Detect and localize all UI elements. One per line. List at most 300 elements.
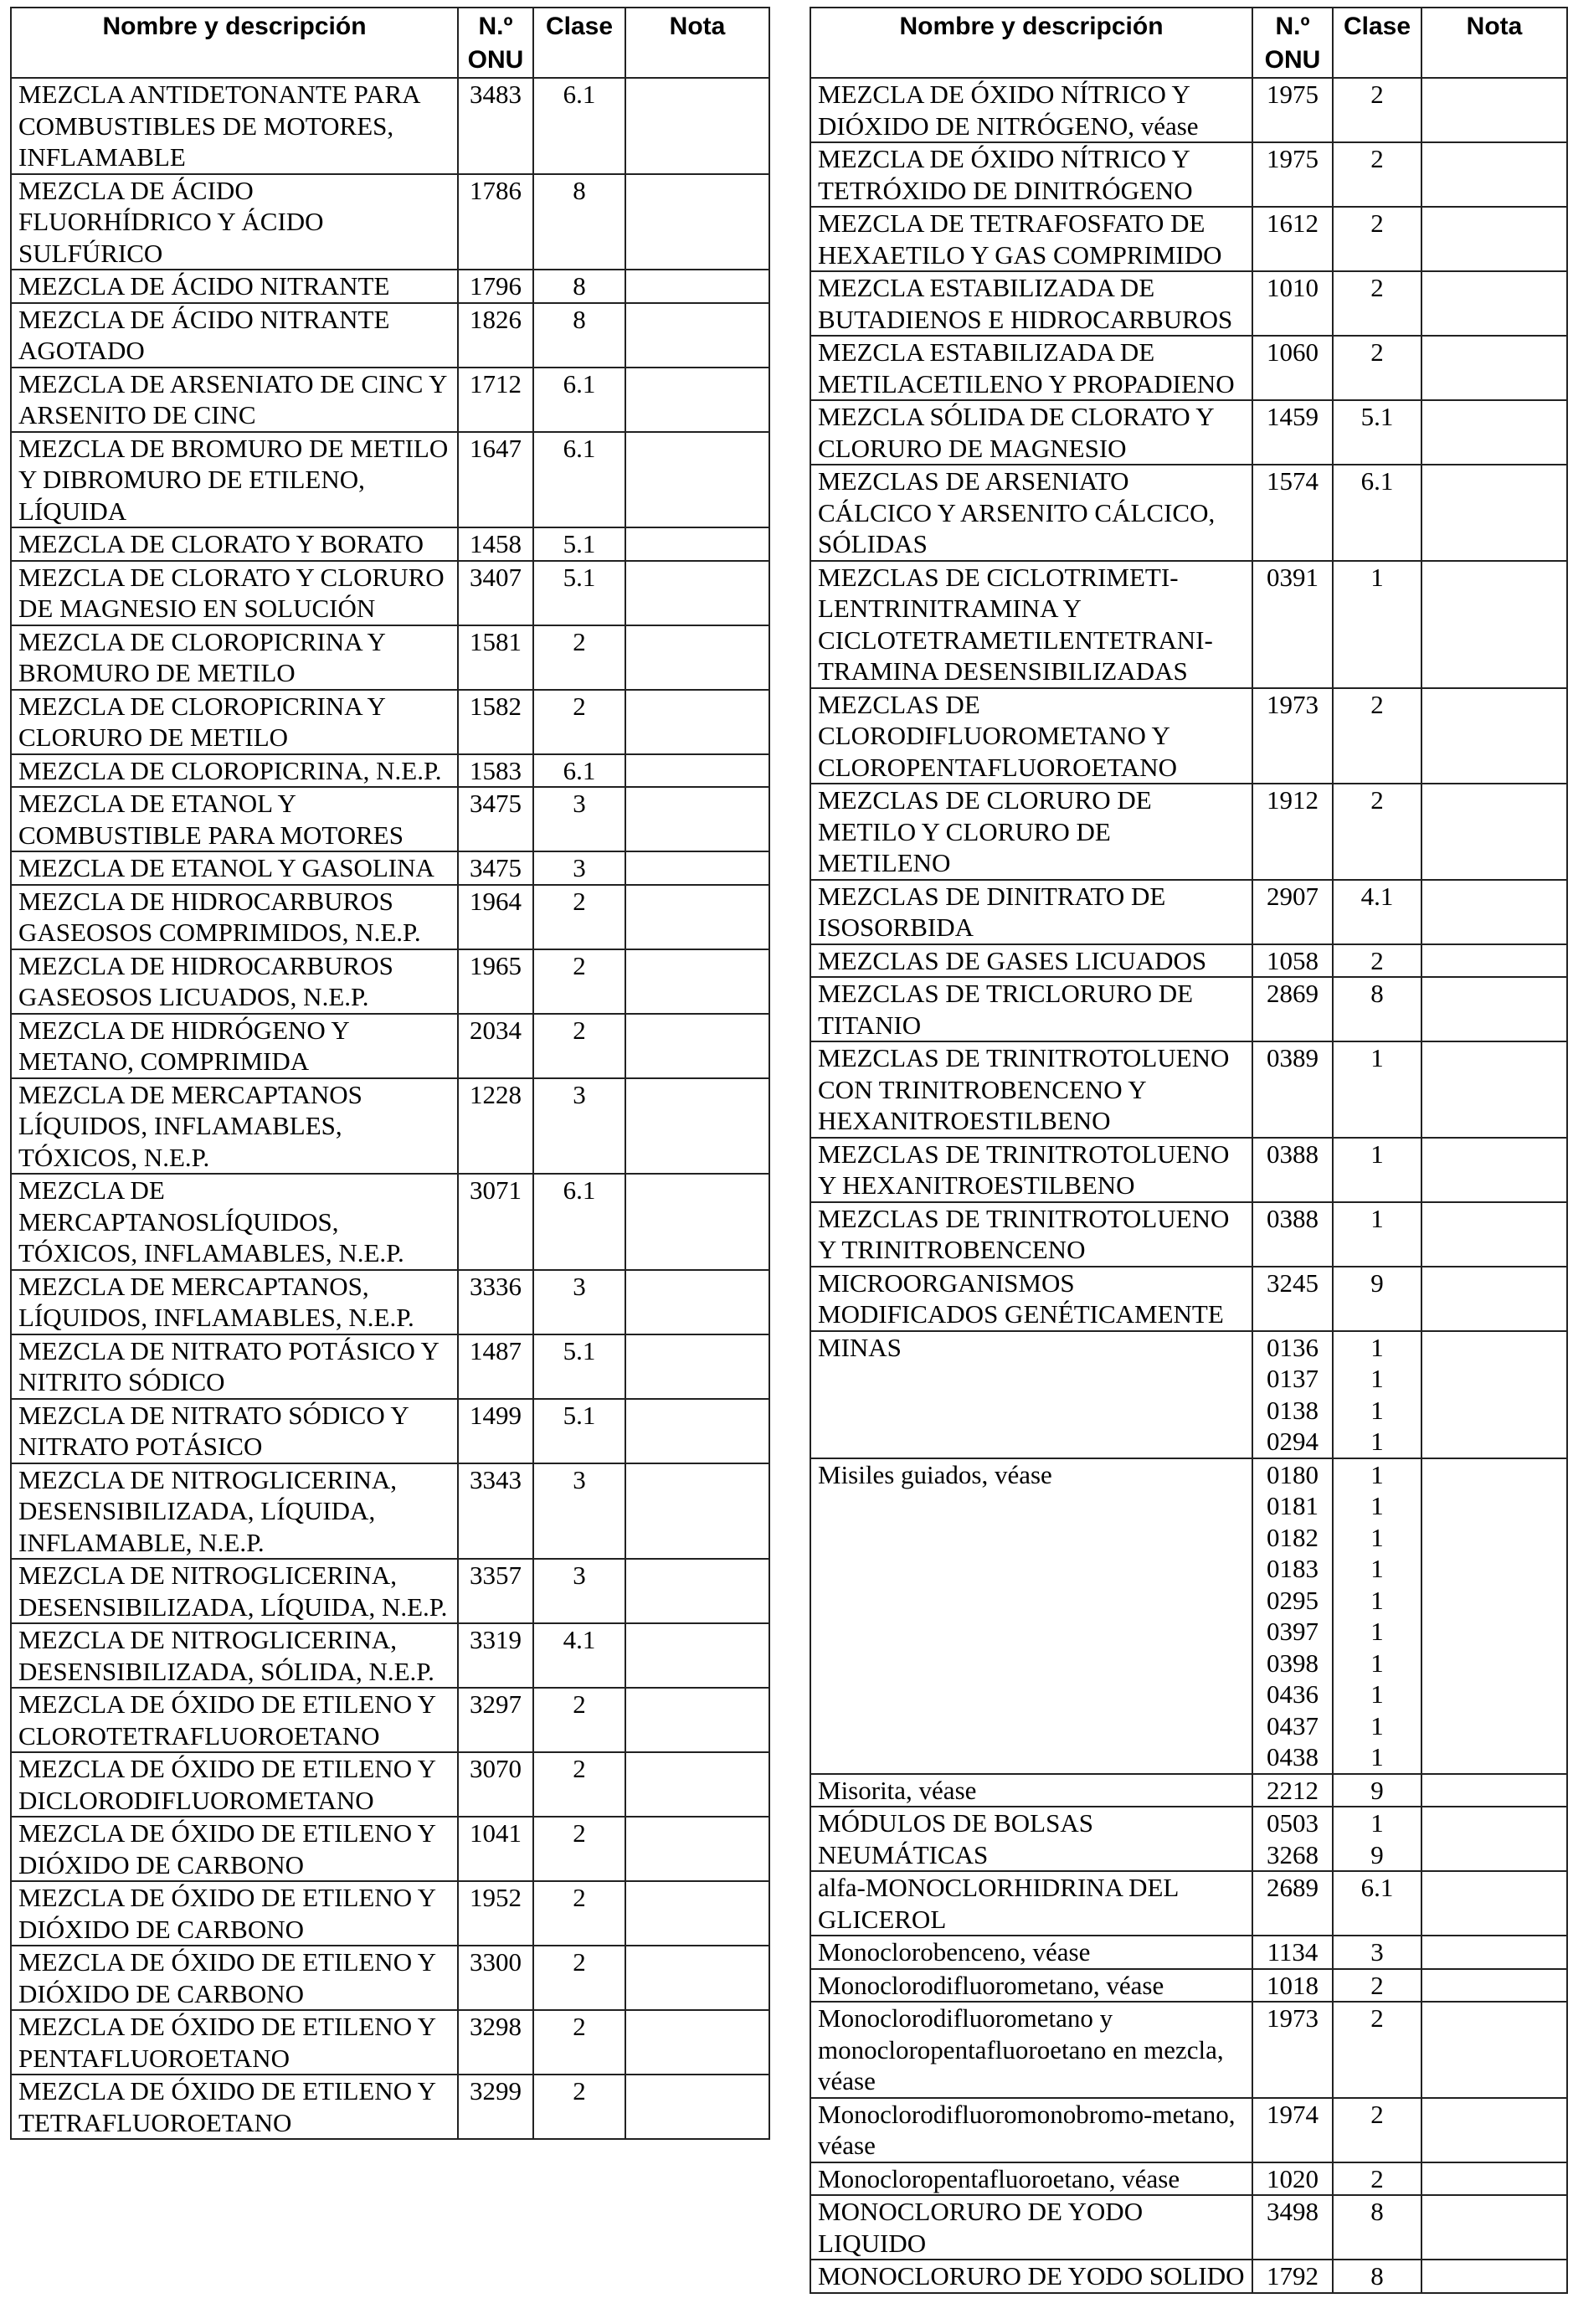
note-cell	[625, 1559, 769, 1623]
substance-name: Monoclorodifluorometano, véase	[810, 1969, 1252, 2003]
substance-name: MEZCLAS DE TRINITROTOLUENO CON TRINITROBENCENO Y HEXANITROESTILBENO	[810, 1041, 1252, 1138]
table-row	[810, 1267, 1567, 1331]
hazard-class: 2	[533, 1752, 625, 1817]
note-cell	[1421, 880, 1567, 944]
substance-name: Monoclorobenceno, véase	[810, 1936, 1252, 1969]
substance-name: MEZCLA DE MERCAPTANOS LÍQUIDOS, INFLAMABLES, TÓXICOS, N.E.P.	[11, 1078, 458, 1175]
substance-name: MEZCLA DE NITROGLICERINA, DESENSIBILIZADA, SÓLIDA, N.E.P.	[11, 1623, 458, 1688]
substance-name: MEZCLA DE ÁCIDO FLUORHÍDRICO Y ÁCIDO SULFÚRICO	[11, 174, 458, 270]
un-number: 3319	[458, 1623, 533, 1688]
table-row	[810, 142, 1567, 207]
substance-name: MEZCLA ESTABILIZADA DE METILACETILENO Y PROPADIENO	[810, 336, 1252, 400]
substance-name: MINAS	[810, 1331, 1252, 1458]
un-number: 1582	[458, 690, 533, 754]
substance-name: MICROORGANISMOS MODIFICADOS GENÉTICAMENTE	[810, 1267, 1252, 1331]
note-cell	[1421, 977, 1567, 1041]
note-cell	[625, 625, 769, 690]
hazard-class: 9	[1333, 1774, 1421, 1807]
hazard-class: 8	[533, 270, 625, 303]
hazard-class: 2	[533, 1014, 625, 1078]
un-number: 0136 0137 0138 0294	[1252, 1331, 1333, 1458]
hazard-class: 2	[533, 885, 625, 949]
note-cell	[625, 432, 769, 528]
table-header-row	[810, 8, 1567, 78]
un-number: 1973	[1252, 2002, 1333, 2098]
note-cell	[625, 2010, 769, 2075]
table-row	[11, 1334, 769, 1399]
hazard-class: 1 1 1 1 1 1 1 1 1 1	[1333, 1458, 1421, 1774]
table-row	[11, 174, 769, 270]
note-cell	[1421, 1202, 1567, 1267]
table-row	[11, 303, 769, 368]
table-row	[810, 944, 1567, 978]
hazard-class: 2	[533, 2010, 625, 2075]
substance-name: MEZCLA DE NITRATO SÓDICO Y NITRATO POTÁSICO	[11, 1399, 458, 1463]
substance-name: MEZCLA DE CLORATO Y BORATO	[11, 527, 458, 561]
hazard-class: 2	[533, 1881, 625, 1946]
header-name: Nombre y descripción	[11, 8, 458, 78]
un-number: 1973	[1252, 688, 1333, 784]
note-cell	[1421, 1807, 1567, 1871]
hazard-class: 8	[533, 174, 625, 270]
note-cell	[625, 561, 769, 625]
un-number: 2689	[1252, 1871, 1333, 1936]
table-row	[11, 2075, 769, 2139]
hazard-class: 3	[1333, 1936, 1421, 1969]
un-number: 1010	[1252, 271, 1333, 336]
note-cell	[625, 174, 769, 270]
substance-name: MEZCLAS DE GASES LICUADOS	[810, 944, 1252, 978]
note-cell	[1421, 336, 1567, 400]
substance-name: MONOCLORURO DE YODO LIQUIDO	[810, 2195, 1252, 2260]
un-number: 3299	[458, 2075, 533, 2139]
un-number: 1058	[1252, 944, 1333, 978]
substance-name: MEZCLA DE ÓXIDO DE ETILENO Y DIÓXIDO DE CARBONO	[11, 1881, 458, 1946]
table-row	[11, 690, 769, 754]
note-cell	[1421, 2162, 1567, 2196]
table-row	[810, 207, 1567, 271]
hazard-class: 2	[1333, 2098, 1421, 2162]
un-number: 1975	[1252, 142, 1333, 207]
hazard-class: 2	[1333, 944, 1421, 978]
hazard-class: 2	[1333, 142, 1421, 207]
un-number: 1974	[1252, 2098, 1333, 2162]
header-class: Clase	[1333, 8, 1421, 78]
note-cell	[1421, 2195, 1567, 2260]
note-cell	[1421, 1969, 1567, 2003]
substance-name: MEZCLA DE ÓXIDO DE ETILENO Y DICLORODIFLUOROMETANO	[11, 1752, 458, 1817]
un-number: 1581	[458, 625, 533, 690]
substance-name: MEZCLA DE ÓXIDO DE ETILENO Y DIÓXIDO DE CARBONO	[11, 1817, 458, 1881]
note-cell	[625, 1817, 769, 1881]
table-row	[810, 400, 1567, 465]
header-class: Clase	[533, 8, 625, 78]
un-number: 1975	[1252, 78, 1333, 142]
hazard-class: 6.1	[533, 368, 625, 432]
substance-name: MEZCLA ANTIDETONANTE PARA COMBUSTIBLES DE MOTORES, INFLAMABLE	[11, 78, 458, 174]
substance-name: MEZCLA DE ETANOL Y GASOLINA	[11, 851, 458, 885]
un-number: 1574	[1252, 465, 1333, 561]
table-row	[810, 880, 1567, 944]
table-row	[810, 561, 1567, 688]
un-number: 1041	[458, 1817, 533, 1881]
hazard-class: 2	[1333, 336, 1421, 400]
table-row	[810, 688, 1567, 784]
table-row	[11, 1559, 769, 1623]
substance-name: MEZCLA DE BROMURO DE METILO Y DIBROMURO DE ETILENO, LÍQUIDA	[11, 432, 458, 528]
note-cell	[1421, 784, 1567, 880]
note-cell	[1421, 207, 1567, 271]
note-cell	[625, 1881, 769, 1946]
hazard-class: 1	[1333, 1138, 1421, 1202]
substance-name: MEZCLAS DE TRINITROTOLUENO Y HEXANITROESTILBENO	[810, 1138, 1252, 1202]
note-cell	[625, 885, 769, 949]
note-cell	[625, 527, 769, 561]
hazard-class: 5.1	[533, 1399, 625, 1463]
un-number: 1712	[458, 368, 533, 432]
right-table-body	[810, 78, 1567, 2293]
substance-name: Misorita, véase	[810, 1774, 1252, 1807]
header-note: Nota	[625, 8, 769, 78]
substance-name: Monocloropentafluoroetano, véase	[810, 2162, 1252, 2196]
hazard-class: 6.1	[533, 432, 625, 528]
un-number: 1487	[458, 1334, 533, 1399]
substance-name: MEZCLA DE CLORATO Y CLORURO DE MAGNESIO EN SOLUCIÓN	[11, 561, 458, 625]
hazard-class: 6.1	[533, 1174, 625, 1270]
un-number: 1459	[1252, 400, 1333, 465]
hazard-class: 5.1	[1333, 400, 1421, 465]
note-cell	[625, 1014, 769, 1078]
hazard-class: 1	[1333, 1041, 1421, 1138]
note-cell	[625, 270, 769, 303]
hazard-class: 2	[1333, 1969, 1421, 2003]
note-cell	[625, 1688, 769, 1752]
note-cell	[625, 1174, 769, 1270]
table-row	[810, 2162, 1567, 2196]
note-cell	[1421, 78, 1567, 142]
hazard-class: 1	[1333, 1202, 1421, 1267]
un-number: 0180 0181 0182 0183 0295 0397 0398 0436 0437 0438	[1252, 1458, 1333, 1774]
substance-name: Monoclorodifluorometano y monocloropentafluoroetano en mezcla, véase	[810, 2002, 1252, 2098]
un-number: 0389	[1252, 1041, 1333, 1138]
hazard-class: 8	[533, 303, 625, 368]
note-cell	[1421, 142, 1567, 207]
hazard-class: 2	[1333, 271, 1421, 336]
un-number: 3336	[458, 1270, 533, 1334]
un-number: 3298	[458, 2010, 533, 2075]
table-row	[11, 1014, 769, 1078]
un-number: 3245	[1252, 1267, 1333, 1331]
hazard-class: 6.1	[533, 78, 625, 174]
substance-name: MEZCLA DE ÓXIDO DE ETILENO Y CLOROTETRAFLUOROETANO	[11, 1688, 458, 1752]
substance-name: MEZCLA DE TETRAFOSFATO DE HEXAETILO Y GAS COMPRIMIDO	[810, 207, 1252, 271]
substance-name: MONOCLORURO DE YODO SOLIDO	[810, 2260, 1252, 2293]
un-number: 3071	[458, 1174, 533, 1270]
un-number: 3498	[1252, 2195, 1333, 2260]
table-row	[11, 1623, 769, 1688]
substance-name: MEZCLA DE ÓXIDO DE ETILENO Y PENTAFLUOROETANO	[11, 2010, 458, 2075]
note-cell	[625, 1078, 769, 1175]
note-cell	[625, 1334, 769, 1399]
un-number: 3475	[458, 787, 533, 851]
note-cell	[625, 754, 769, 788]
hazard-class: 3	[533, 1078, 625, 1175]
un-number: 0503 3268	[1252, 1807, 1333, 1871]
substance-name: alfa-MONOCLORHIDRINA DEL GLICEROL	[810, 1871, 1252, 1936]
table-row	[11, 1881, 769, 1946]
note-cell	[625, 949, 769, 1014]
hazard-class: 3	[533, 1463, 625, 1560]
note-cell	[1421, 1774, 1567, 1807]
hazard-class: 6.1	[533, 754, 625, 788]
substance-name: MEZCLA DE HIDROCARBUROS GASEOSOS COMPRIMIDOS, N.E.P.	[11, 885, 458, 949]
note-cell	[1421, 271, 1567, 336]
table-row	[11, 1946, 769, 2010]
un-number: 1792	[1252, 2260, 1333, 2293]
table-row	[11, 1752, 769, 1817]
table-row	[11, 754, 769, 788]
hazard-class: 2	[533, 949, 625, 1014]
table-row	[11, 851, 769, 885]
un-number: 1612	[1252, 207, 1333, 271]
hazard-class: 2	[1333, 784, 1421, 880]
substance-name: MEZCLA DE ARSENIATO DE CINC Y ARSENITO DE CINC	[11, 368, 458, 432]
un-number: 1458	[458, 527, 533, 561]
substance-name: MEZCLA DE ÓXIDO DE ETILENO Y TETRAFLUOROETANO	[11, 2075, 458, 2139]
un-number: 1020	[1252, 2162, 1333, 2196]
substance-name: MEZCLA DE CLOROPICRINA Y CLORURO DE METILO	[11, 690, 458, 754]
left-table-body	[11, 78, 769, 2139]
un-number: 3070	[458, 1752, 533, 1817]
hazard-class: 8	[1333, 2260, 1421, 2293]
hazard-class: 4.1	[1333, 880, 1421, 944]
un-number: 3475	[458, 851, 533, 885]
table-row	[11, 1270, 769, 1334]
table-row	[810, 271, 1567, 336]
un-number: 1912	[1252, 784, 1333, 880]
substance-name: MEZCLA DE HIDROCARBUROS GASEOSOS LICUADOS, N.E.P.	[11, 949, 458, 1014]
table-row	[810, 2002, 1567, 2098]
table-row	[810, 1969, 1567, 2003]
table-row	[11, 625, 769, 690]
substance-name: MEZCLA DE HIDRÓGENO Y METANO, COMPRIMIDA	[11, 1014, 458, 1078]
substance-name: MEZCLAS DE TRICLORURO DE TITANIO	[810, 977, 1252, 1041]
note-cell	[625, 851, 769, 885]
table-row	[810, 2195, 1567, 2260]
note-cell	[1421, 1138, 1567, 1202]
hazard-class: 3	[533, 1559, 625, 1623]
table-header-row	[11, 8, 769, 78]
un-number: 1796	[458, 270, 533, 303]
note-cell	[1421, 1331, 1567, 1458]
table-row	[11, 1174, 769, 1270]
un-number: 1786	[458, 174, 533, 270]
substance-name: MEZCLA DE CLOROPICRINA Y BROMURO DE METILO	[11, 625, 458, 690]
note-cell	[625, 303, 769, 368]
hazard-class: 2	[1333, 2162, 1421, 2196]
hazard-class: 2	[533, 690, 625, 754]
hazard-class: 5.1	[533, 1334, 625, 1399]
table-row	[11, 1463, 769, 1560]
table-row	[810, 1458, 1567, 1774]
hazard-class: 3	[533, 851, 625, 885]
hazard-class: 2	[1333, 207, 1421, 271]
un-number: 3407	[458, 561, 533, 625]
substance-name: MEZCLA DE NITRATO POTÁSICO Y NITRITO SÓDICO	[11, 1334, 458, 1399]
table-row	[810, 465, 1567, 561]
left-substance-table	[10, 7, 770, 2140]
substance-name: MEZCLAS DE CICLOTRIMETI-LENTRINITRAMINA Y CICLOTETRAMETILENTETRANI-TRAMINA DESENSIBILIZADAS	[810, 561, 1252, 688]
substance-name: MEZCLA DE NITROGLICERINA, DESENSIBILIZADA, LÍQUIDA, INFLAMABLE, N.E.P.	[11, 1463, 458, 1560]
note-cell	[1421, 688, 1567, 784]
note-cell	[625, 2075, 769, 2139]
right-substance-table	[810, 7, 1568, 2294]
table-row	[11, 1399, 769, 1463]
un-number: 1964	[458, 885, 533, 949]
table-row	[11, 1688, 769, 1752]
hazard-class: 1 1 1 1	[1333, 1331, 1421, 1458]
note-cell	[1421, 465, 1567, 561]
hazard-class: 8	[1333, 977, 1421, 1041]
note-cell	[625, 1946, 769, 2010]
note-cell	[1421, 944, 1567, 978]
table-row	[810, 78, 1567, 142]
hazard-class: 8	[1333, 2195, 1421, 2260]
substance-name: MEZCLAS DE DINITRATO DE ISOSORBIDA	[810, 880, 1252, 944]
hazard-class: 6.1	[1333, 465, 1421, 561]
table-row	[810, 1138, 1567, 1202]
hazard-class: 3	[533, 787, 625, 851]
note-cell	[1421, 2098, 1567, 2162]
un-number: 3297	[458, 1688, 533, 1752]
note-cell	[625, 368, 769, 432]
un-number: 2907	[1252, 880, 1333, 944]
table-row	[11, 885, 769, 949]
note-cell	[1421, 1936, 1567, 1969]
hazard-class: 2	[1333, 2002, 1421, 2098]
note-cell	[625, 1752, 769, 1817]
header-note: Nota	[1421, 8, 1567, 78]
substance-name: MEZCLAS DE TRINITROTOLUENO Y TRINITROBENCENO	[810, 1202, 1252, 1267]
un-number: 1228	[458, 1078, 533, 1175]
note-cell	[1421, 1041, 1567, 1138]
substance-name: MEZCLAS DE CLORURO DE METILO Y CLORURO DE METILENO	[810, 784, 1252, 880]
substance-name: MEZCLA DE NITROGLICERINA, DESENSIBILIZADA, LÍQUIDA, N.E.P.	[11, 1559, 458, 1623]
note-cell	[625, 1623, 769, 1688]
un-number: 1583	[458, 754, 533, 788]
table-row	[11, 1078, 769, 1175]
table-row	[810, 2260, 1567, 2293]
header-un-number: N.º ONU	[458, 8, 533, 78]
substance-name: MEZCLA SÓLIDA DE CLORATO Y CLORURO DE MAGNESIO	[810, 400, 1252, 465]
un-number: 1134	[1252, 1936, 1333, 1969]
substance-name: MEZCLA DE MERCAPTANOSLÍQUIDOS, TÓXICOS, INFLAMABLES, N.E.P.	[11, 1174, 458, 1270]
hazard-class: 1	[1333, 561, 1421, 688]
hazard-class: 2	[533, 625, 625, 690]
substance-name: MEZCLA DE MERCAPTANOS, LÍQUIDOS, INFLAMABLES, N.E.P.	[11, 1270, 458, 1334]
hazard-class: 2	[533, 1817, 625, 1881]
table-row	[11, 270, 769, 303]
note-cell	[625, 1270, 769, 1334]
un-number: 1965	[458, 949, 533, 1014]
hazard-class: 3	[533, 1270, 625, 1334]
un-number: 1826	[458, 303, 533, 368]
table-row	[810, 1807, 1567, 1871]
note-cell	[625, 1463, 769, 1560]
table-row	[810, 2098, 1567, 2162]
table-row	[11, 949, 769, 1014]
table-row	[810, 1936, 1567, 1969]
table-row	[11, 561, 769, 625]
substance-name: MEZCLAS DE CLORODIFLUOROMETANO Y CLOROPENTAFLUOROETANO	[810, 688, 1252, 784]
header-name: Nombre y descripción	[810, 8, 1252, 78]
note-cell	[1421, 1267, 1567, 1331]
hazard-class: 1 9	[1333, 1807, 1421, 1871]
substance-name: MEZCLA DE ÓXIDO NÍTRICO Y DIÓXIDO DE NITRÓGENO, véase	[810, 78, 1252, 142]
un-number: 2034	[458, 1014, 533, 1078]
table-row	[11, 527, 769, 561]
note-cell	[625, 787, 769, 851]
substance-name: Misiles guiados, véase	[810, 1458, 1252, 1774]
un-number: 3357	[458, 1559, 533, 1623]
table-row	[11, 432, 769, 528]
un-number: 1499	[458, 1399, 533, 1463]
table-row	[810, 1202, 1567, 1267]
note-cell	[1421, 400, 1567, 465]
note-cell	[625, 690, 769, 754]
un-number: 2869	[1252, 977, 1333, 1041]
substance-name: MEZCLA DE ÁCIDO NITRANTE	[11, 270, 458, 303]
hazard-class: 6.1	[1333, 1871, 1421, 1936]
hazard-class: 5.1	[533, 561, 625, 625]
header-un-number: N.º ONU	[1252, 8, 1333, 78]
note-cell	[625, 78, 769, 174]
note-cell	[1421, 1871, 1567, 1936]
un-number: 1952	[458, 1881, 533, 1946]
un-number: 0391	[1252, 561, 1333, 688]
note-cell	[1421, 2002, 1567, 2098]
substance-name: Monoclorodifluoromonobromo-metano, véase	[810, 2098, 1252, 2162]
hazard-class: 2	[533, 1688, 625, 1752]
substance-name: MEZCLA DE ÓXIDO NÍTRICO Y TETRÓXIDO DE DINITRÓGENO	[810, 142, 1252, 207]
note-cell	[625, 1399, 769, 1463]
table-row	[810, 1331, 1567, 1458]
hazard-class: 5.1	[533, 527, 625, 561]
un-number: 1647	[458, 432, 533, 528]
un-number: 2212	[1252, 1774, 1333, 1807]
hazard-class: 2	[533, 1946, 625, 2010]
hazard-class: 2	[1333, 688, 1421, 784]
table-row	[11, 368, 769, 432]
un-number: 0388	[1252, 1202, 1333, 1267]
hazard-class: 2	[1333, 78, 1421, 142]
un-number: 1018	[1252, 1969, 1333, 2003]
table-row	[810, 1871, 1567, 1936]
table-row	[810, 1041, 1567, 1138]
table-row	[810, 977, 1567, 1041]
un-number: 1060	[1252, 336, 1333, 400]
hazard-class: 2	[533, 2075, 625, 2139]
substance-name: MÓDULOS DE BOLSAS NEUMÁTICAS	[810, 1807, 1252, 1871]
un-number: 0388	[1252, 1138, 1333, 1202]
substance-name: MEZCLAS DE ARSENIATO CÁLCICO Y ARSENITO CÁLCICO, SÓLIDAS	[810, 465, 1252, 561]
hazard-class: 9	[1333, 1267, 1421, 1331]
un-number: 3300	[458, 1946, 533, 2010]
substance-name: MEZCLA ESTABILIZADA DE BUTADIENOS E HIDROCARBUROS	[810, 271, 1252, 336]
substance-name: MEZCLA DE ETANOL Y COMBUSTIBLE PARA MOTORES	[11, 787, 458, 851]
un-number: 3483	[458, 78, 533, 174]
table-row	[810, 784, 1567, 880]
